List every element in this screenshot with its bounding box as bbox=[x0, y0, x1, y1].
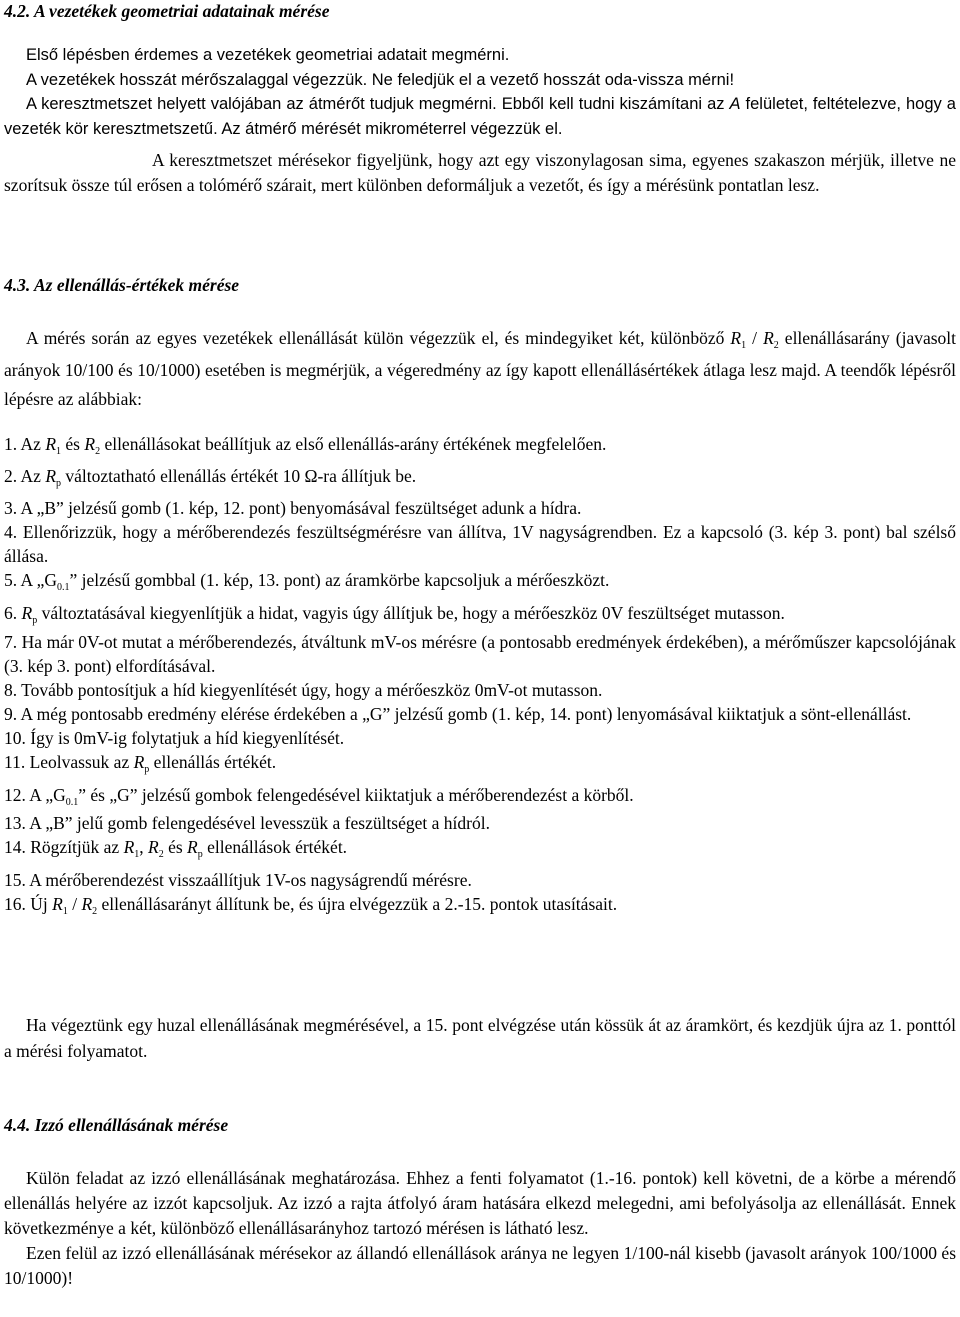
text-span: 12. A „G bbox=[4, 785, 66, 805]
section-4-2 bbox=[4, 0, 956, 195]
subscript: 2 bbox=[92, 906, 98, 917]
text-span: A keresztmetszet helyett valójában az átmérőt tudjuk megmérni. Ebből kell tudni kiszámítani az bbox=[26, 95, 725, 113]
variable-r: R bbox=[763, 328, 774, 348]
variable: A bbox=[729, 95, 741, 113]
step-11 bbox=[4, 750, 956, 778]
text-span: , bbox=[139, 837, 144, 857]
slash: / bbox=[72, 894, 78, 914]
text-span: 14. Rögzítjük az bbox=[4, 837, 120, 857]
subscript: 1 bbox=[741, 340, 747, 351]
step-13: 13. A „B” jelű gomb felengedésével levesszük a feszültséget a hídról. bbox=[4, 813, 490, 833]
step-15: 15. A mérőberendezést visszaállítjuk 1V-os nagyságrendű mérésre. bbox=[4, 870, 472, 890]
step-3: 3. A „B” jelzésű gomb (1. kép, 12. pont) benyomásával feszültséget adunk a hídra. bbox=[4, 498, 582, 518]
text-span: változtatásával kiegyenlítjük a hidat, vagyis úgy állítjuk be, hogy a mérőeszköz 0V feszültséget mutasson. bbox=[41, 603, 785, 623]
subscript: 1 bbox=[62, 906, 68, 917]
subscript: 0.1 bbox=[57, 582, 70, 593]
text-span: ellenállásokat beállítjuk az első ellenállás-arány értékének megfelelően. bbox=[104, 434, 607, 454]
text-span: 6. bbox=[4, 603, 18, 623]
subscript: 2 bbox=[95, 446, 101, 457]
step-2 bbox=[4, 464, 956, 492]
step-10: 10. Így is 0mV-ig folytatjuk a híd kiegyenlítését. bbox=[4, 728, 345, 748]
step-16 bbox=[4, 892, 956, 920]
subscript: 1 bbox=[134, 849, 140, 860]
section-title: 4.3. Az ellenállás-értékek mérése bbox=[4, 275, 240, 295]
variable-r: R bbox=[123, 837, 135, 857]
text-span: ellenállások értékét. bbox=[207, 837, 348, 857]
text-span: ” jelzésű gombbal (1. kép, 13. pont) az áramkörbe kapcsoljuk a mérőeszközt. bbox=[69, 570, 610, 590]
text-span: és bbox=[65, 434, 80, 454]
slash: / bbox=[752, 328, 758, 348]
step-4: 4. Ellenőrizzük, hogy a mérőberendezés feszültségmérésre van állítva, 1V nagyságrendben. Ez a kapcsoló (3. kép 3. pont) bal szélső állása. bbox=[4, 522, 956, 566]
variable-r: R bbox=[52, 894, 63, 914]
variable-r: R bbox=[84, 434, 96, 454]
subscript: p bbox=[197, 849, 203, 860]
variable-r: R bbox=[45, 434, 57, 454]
text-span: ” és „G” jelzésű gombok felengedésével kiiktatjuk a mérőberendezést a körből. bbox=[78, 785, 634, 805]
step-7: 7. Ha már 0V-ot mutat a mérőberendezés, átváltunk mV-os mérésre (a pontosabb eredmények érdekében), a mérőműszer kapcsolójának (3. kép 3. pont) elfordításával. bbox=[4, 632, 956, 676]
paragraph: Ha végeztünk egy huzal ellenállásának megmérésével, a 15. pont elvégzése után kössük át az áramkört, és kezdjük újra az 1. ponttól a mérési folyamatot. bbox=[4, 1015, 956, 1061]
step-14 bbox=[4, 835, 956, 863]
subscript: p bbox=[144, 764, 150, 775]
text-span: 5. A „G bbox=[4, 570, 57, 590]
variable-r: R bbox=[730, 328, 742, 348]
section-4-4 bbox=[4, 1114, 956, 1288]
step-9: 9. A még pontosabb eredmény elérése érdekében a „G” jelzésű gomb (1. kép, 14. pont) lenyomásával kiiktatjuk a sönt-ellenállást. bbox=[4, 704, 912, 724]
subscript: p bbox=[56, 478, 62, 489]
section-title: 4.2. A vezetékek geometriai adatainak mérése bbox=[4, 1, 330, 21]
text-span: 1. Az bbox=[4, 434, 41, 454]
step-6 bbox=[4, 600, 956, 630]
text-span: ellenállás értékét. bbox=[153, 752, 277, 772]
paragraph: Ezen felül az izzó ellenállásának mérésekor az állandó ellenállások aránya ne legyen 1/100-nál kisebb (javasolt arányok 100/1000 és 10/1000)! bbox=[4, 1243, 956, 1288]
subscript: 1 bbox=[56, 446, 62, 457]
paragraph: Külön feladat az izzó ellenállásának meghatározása. Ehhez a fenti folyamatot (1.-16. pontok) kell követni, de a körbe a mérendő ellenállás helyére az izzót kapcsoljuk. Az izzó a rajta átfolyó áram hatására elkezd melegedni, ami befolyásolja az ellenállását. Ennek következménye a két, különböző ellenállásarányhoz tartozó mérésen is látható lesz. bbox=[4, 1168, 956, 1238]
text-span: A mérés során az egyes vezetékek ellenállását külön végezzük el, és mindegyiket két, különböző bbox=[26, 328, 725, 348]
subscript: 2 bbox=[773, 340, 779, 351]
text-span: ellenállásarány (javasolt arányok 10/100 és 10/1000) esetében is megmérjük, a végeredmény az így kapott ellenállásértékek átlaga lesz majd. A teendők lépésről lépésre az alábbiak: bbox=[4, 328, 957, 409]
paragraph: A vezetékek hosszát mérőszalaggal végezzük. Ne feledjük el a vezető hosszát oda-vissza mérni! bbox=[26, 70, 735, 89]
variable-r: R bbox=[81, 894, 93, 914]
step-12 bbox=[4, 783, 956, 811]
subscript: 2 bbox=[158, 849, 164, 860]
subscript: p bbox=[32, 615, 38, 626]
step-1 bbox=[4, 432, 956, 460]
text-span: és bbox=[168, 837, 183, 857]
text-span: 2. Az bbox=[4, 466, 41, 486]
section-title: 4.4. Izzó ellenállásának mérése bbox=[4, 1115, 229, 1135]
variable-r: R bbox=[45, 466, 57, 486]
variable-r: R bbox=[148, 837, 159, 857]
paragraph bbox=[4, 324, 956, 414]
paragraph: A keresztmetszet mérésekor figyeljünk, hogy azt egy viszonylagosan sima, egyenes szakaszon mérjük, illetve ne szorítsuk össze túl erősen a tolómérő szárait, mert különben deformáljuk a vezetőt, és így a mérésünk pontatlan lesz. bbox=[4, 150, 956, 195]
step-8: 8. Tovább pontosítjuk a híd kiegyenlítését úgy, hogy a mérőeszköz 0mV-ot mutasson. bbox=[4, 680, 603, 700]
variable-r: R bbox=[133, 752, 145, 772]
variable-r: R bbox=[187, 837, 198, 857]
text-span: 11. Leolvassuk az bbox=[4, 752, 130, 772]
text-span: felületet, feltételezve, hogy a vezeték kör keresztmetszetű. Az átmérő mérését mikrométerrel végezzük el. bbox=[4, 95, 956, 138]
variable-r: R bbox=[21, 603, 33, 623]
text-span: ellenállásarányt állítunk be, és újra elvégezzük a 2.-15. pontok utasításait. bbox=[101, 894, 618, 914]
paragraph bbox=[4, 92, 956, 141]
text-span: változtatható ellenállás értékét 10 Ω-ra állítjuk be. bbox=[65, 466, 417, 486]
subscript: 0.1 bbox=[65, 797, 79, 808]
text-span: 16. Új bbox=[4, 894, 48, 914]
paragraph: Első lépésben érdemes a vezetékek geometriai adatait megmérni. bbox=[26, 46, 510, 64]
section-4-3 bbox=[4, 274, 957, 1061]
step-5 bbox=[4, 568, 956, 596]
